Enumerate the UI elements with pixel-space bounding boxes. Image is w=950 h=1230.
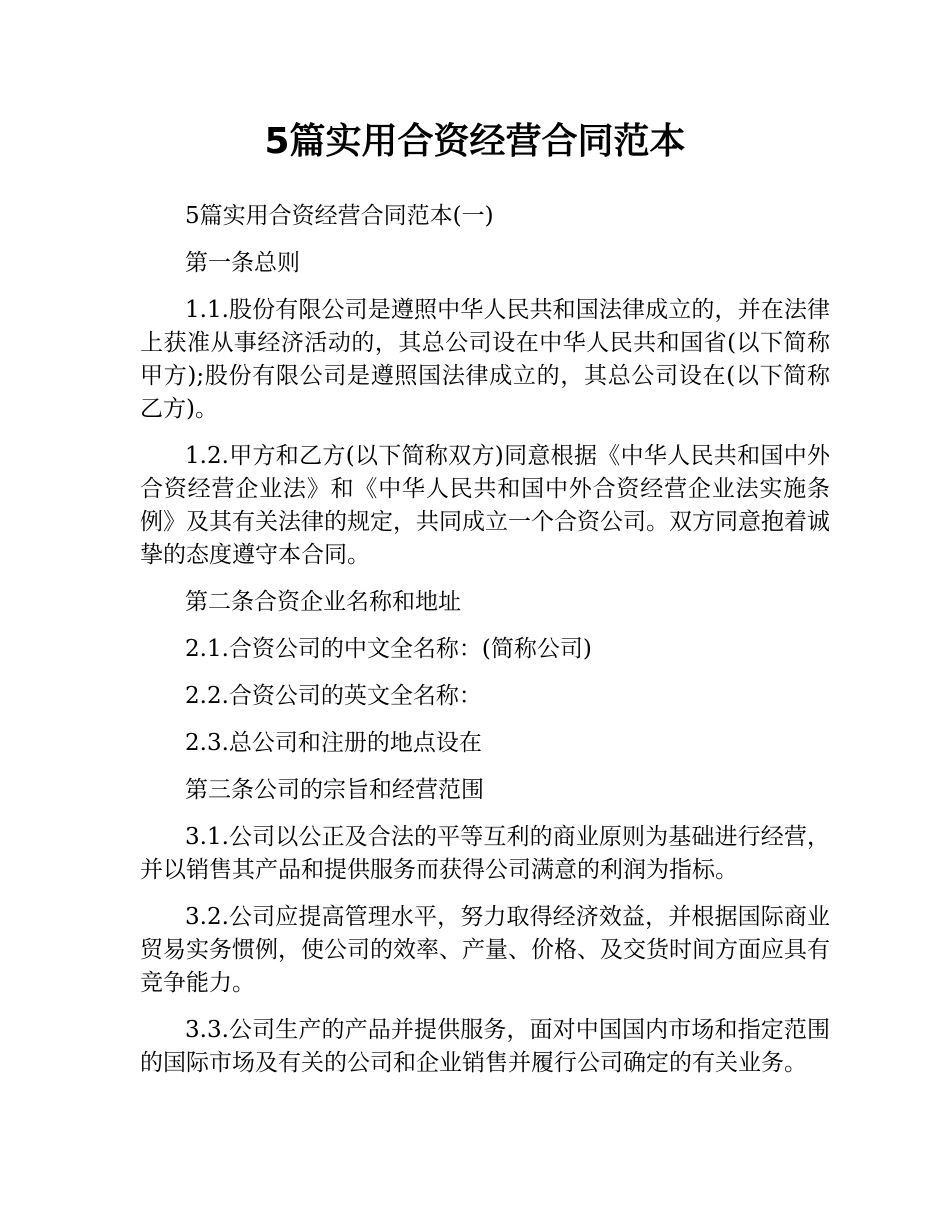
- paragraph-clause-3-1: 3.1.公司以公正及合法的平等互利的商业原则为基础进行经营，并以销售其产品和提供服务而获得公司满意的利润为指标。: [140, 824, 830, 883]
- paragraph-article-3-heading: 第三条公司的宗旨和经营范围: [185, 777, 484, 803]
- paragraph-clause-1-1: 1.1.股份有限公司是遵照中华人民共和国法律成立的，并在法律上获准从事经济活动的，其总公司设在中华人民共和国省(以下简称甲方);股份有限公司是遵照国法律成立的，其总公司设在(以下简称乙方)。: [140, 297, 830, 422]
- paragraph-clause-2-1: 2.1.合资公司的中文全名称：(简称公司): [185, 636, 592, 662]
- document-body: [140, 200, 830, 1094]
- paragraph-clause-2-3: 2.3.总公司和注册的地点设在: [185, 730, 482, 756]
- paragraph-article-2-heading: 第二条合资企业名称和地址: [185, 589, 461, 615]
- paragraph-clause-3-3: 3.3.公司生产的产品并提供服务，面对中国国内市场和指定范围的国际市场及有关的公司和企业销售并履行公司确定的有关业务。: [140, 1017, 830, 1076]
- paragraph-subtitle: 5篇实用合资经营合同范本(一): [185, 203, 494, 229]
- paragraph-clause-3-2: 3.2.公司应提高管理水平，努力取得经济效益，并根据国际商业贸易实务惯例，使公司的效率、产量、价格、及交货时间方面应具有竞争能力。: [140, 904, 830, 996]
- paragraph-clause-1-2: 1.2.甲方和乙方(以下简称双方)同意根据《中华人民共和国中外合资经营企业法》和《中华人民共和国中外合资经营企业法实施条例》及其有关法律的规定，共同成立一个合资公司。双方同意抱着诚挚的态度遵守本合同。: [140, 443, 830, 568]
- paragraph-article-1-heading: 第一条总则: [185, 250, 300, 276]
- document-title: 5篇实用合资经营合同范本: [264, 121, 686, 162]
- paragraph-clause-2-2: 2.2.合资公司的英文全名称：: [185, 683, 482, 709]
